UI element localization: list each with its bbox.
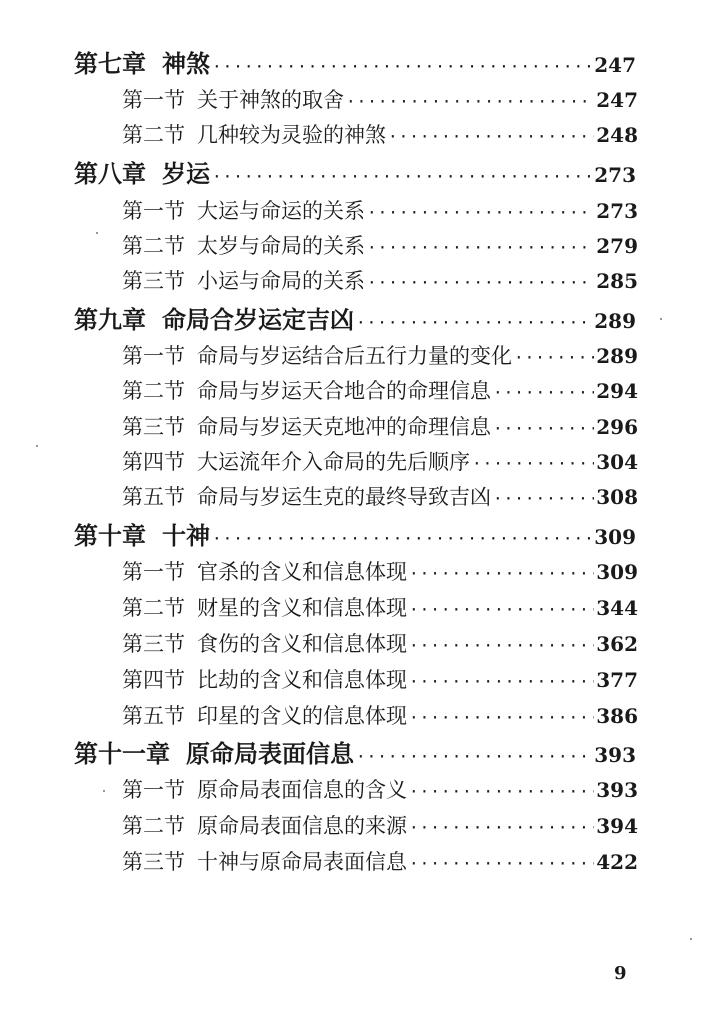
section-title: 食伤的含义和信息体现 bbox=[197, 632, 407, 656]
dot-leader bbox=[212, 529, 592, 548]
section-title: 原命局表面信息的来源 bbox=[197, 814, 407, 838]
page-number: 362 bbox=[596, 632, 638, 656]
page-number: 289 bbox=[596, 344, 638, 368]
toc-chapter bbox=[74, 300, 636, 335]
page-number: 394 bbox=[596, 814, 638, 838]
dot-leader bbox=[409, 854, 594, 873]
section-title: 印星的含义的信息体现 bbox=[197, 704, 407, 728]
chapter-number: 第十章 bbox=[74, 522, 146, 550]
toc-section bbox=[122, 481, 638, 511]
section-number: 第五节 bbox=[122, 485, 185, 509]
dot-leader bbox=[212, 57, 592, 76]
section-number: 第三节 bbox=[122, 415, 185, 439]
scan-speck bbox=[36, 445, 38, 447]
page-number: 273 bbox=[594, 163, 636, 187]
section-title: 官杀的含义和信息体现 bbox=[197, 560, 407, 584]
section-title: 关于神煞的取舍 bbox=[197, 88, 344, 112]
section-number: 第一节 bbox=[122, 344, 185, 368]
chapter-number: 第七章 bbox=[74, 50, 146, 78]
section-title: 命局与岁运天克地冲的命理信息 bbox=[197, 415, 491, 439]
toc-section bbox=[122, 592, 638, 622]
dot-leader bbox=[493, 489, 594, 508]
dot-leader bbox=[367, 203, 594, 222]
dot-leader bbox=[409, 818, 594, 837]
dot-leader bbox=[346, 92, 594, 111]
toc-chapter bbox=[74, 154, 636, 189]
section-title: 命局与岁运结合后五行力量的变化 bbox=[197, 344, 512, 368]
section-number: 第三节 bbox=[122, 850, 185, 874]
toc-section bbox=[122, 195, 638, 225]
toc-chapter bbox=[74, 734, 636, 769]
dot-leader bbox=[367, 273, 594, 292]
scan-speck bbox=[103, 790, 105, 792]
section-title: 太岁与命局的关系 bbox=[197, 234, 365, 258]
section-title: 命局与岁运天合地合的命理信息 bbox=[197, 379, 491, 403]
dot-leader bbox=[493, 383, 594, 402]
section-title: 大运与命运的关系 bbox=[197, 199, 365, 223]
section-number: 第五节 bbox=[122, 704, 185, 728]
page-number: 289 bbox=[594, 309, 636, 333]
section-number: 第四节 bbox=[122, 668, 185, 692]
dot-leader bbox=[409, 600, 594, 619]
toc-chapter bbox=[74, 44, 636, 79]
dot-leader bbox=[409, 636, 594, 655]
page-number: 393 bbox=[594, 743, 636, 767]
chapter-title: 岁运 bbox=[162, 160, 210, 188]
toc-section bbox=[122, 340, 638, 370]
section-title: 命局与岁运生克的最终导致吉凶 bbox=[197, 485, 491, 509]
toc-section bbox=[122, 664, 638, 694]
dot-leader bbox=[493, 419, 594, 438]
dot-leader bbox=[356, 747, 592, 766]
section-number: 第四节 bbox=[122, 450, 185, 474]
page-number: 344 bbox=[596, 596, 638, 620]
chapter-title: 命局合岁运定吉凶 bbox=[162, 306, 354, 334]
chapter-number: 第九章 bbox=[74, 306, 146, 334]
page-folio: 9 bbox=[614, 963, 627, 984]
page-number: 248 bbox=[596, 123, 638, 147]
page-number: 309 bbox=[594, 525, 636, 549]
dot-leader bbox=[212, 167, 592, 186]
section-title: 比劫的含义和信息体现 bbox=[197, 668, 407, 692]
toc-section bbox=[122, 230, 638, 260]
section-title: 小运与命局的关系 bbox=[197, 269, 365, 293]
dot-leader bbox=[472, 454, 594, 473]
toc-section bbox=[122, 628, 638, 658]
section-number: 第二节 bbox=[122, 123, 185, 147]
section-number: 第二节 bbox=[122, 379, 185, 403]
page-number: 294 bbox=[596, 379, 638, 403]
page-number: 308 bbox=[596, 485, 638, 509]
toc-section bbox=[122, 119, 638, 149]
page-number: 285 bbox=[596, 269, 638, 293]
dot-leader bbox=[409, 672, 594, 691]
section-number: 第一节 bbox=[122, 560, 185, 584]
section-number: 第二节 bbox=[122, 814, 185, 838]
page-number: 273 bbox=[596, 199, 638, 223]
scan-speck bbox=[660, 318, 662, 320]
dot-leader bbox=[356, 313, 592, 332]
page-number: 309 bbox=[596, 560, 638, 584]
chapter-title: 神煞 bbox=[162, 50, 210, 78]
scan-speck bbox=[690, 938, 692, 940]
page-number: 393 bbox=[596, 778, 638, 802]
toc-chapter bbox=[74, 516, 636, 551]
page-number: 422 bbox=[596, 850, 638, 874]
toc-section bbox=[122, 700, 638, 730]
dot-leader bbox=[409, 782, 594, 801]
section-number: 第一节 bbox=[122, 778, 185, 802]
section-number: 第二节 bbox=[122, 596, 185, 620]
section-number: 第三节 bbox=[122, 269, 185, 293]
toc-section bbox=[122, 556, 638, 586]
dot-leader bbox=[514, 348, 594, 367]
dot-leader bbox=[409, 708, 594, 727]
chapter-number: 第十一章 bbox=[74, 740, 170, 768]
chapter-title: 原命局表面信息 bbox=[186, 740, 354, 768]
page-number: 247 bbox=[594, 53, 636, 77]
section-title: 财星的含义和信息体现 bbox=[197, 596, 407, 620]
page-number: 279 bbox=[596, 234, 638, 258]
section-title: 几种较为灵验的神煞 bbox=[197, 123, 386, 147]
section-title: 十神与原命局表面信息 bbox=[197, 850, 407, 874]
toc-section bbox=[122, 84, 638, 114]
dot-leader bbox=[367, 238, 594, 257]
scan-speck bbox=[96, 232, 98, 234]
section-number: 第二节 bbox=[122, 234, 185, 258]
toc-section bbox=[122, 411, 638, 441]
section-number: 第一节 bbox=[122, 88, 185, 112]
toc-section bbox=[122, 265, 638, 295]
dot-leader bbox=[388, 127, 594, 146]
page-number: 386 bbox=[596, 704, 638, 728]
section-title: 大运流年介入命局的先后顺序 bbox=[197, 450, 470, 474]
toc-section bbox=[122, 846, 638, 876]
toc-section bbox=[122, 446, 638, 476]
section-title: 原命局表面信息的含义 bbox=[197, 778, 407, 802]
page-number: 296 bbox=[596, 415, 638, 439]
toc-section bbox=[122, 774, 638, 804]
page-number: 304 bbox=[596, 450, 638, 474]
chapter-number: 第八章 bbox=[74, 160, 146, 188]
section-number: 第一节 bbox=[122, 199, 185, 223]
page-number: 377 bbox=[596, 668, 638, 692]
chapter-title: 十神 bbox=[162, 522, 210, 550]
page-number: 247 bbox=[596, 88, 638, 112]
section-number: 第三节 bbox=[122, 632, 185, 656]
toc-section bbox=[122, 810, 638, 840]
dot-leader bbox=[409, 564, 594, 583]
toc-section bbox=[122, 375, 638, 405]
